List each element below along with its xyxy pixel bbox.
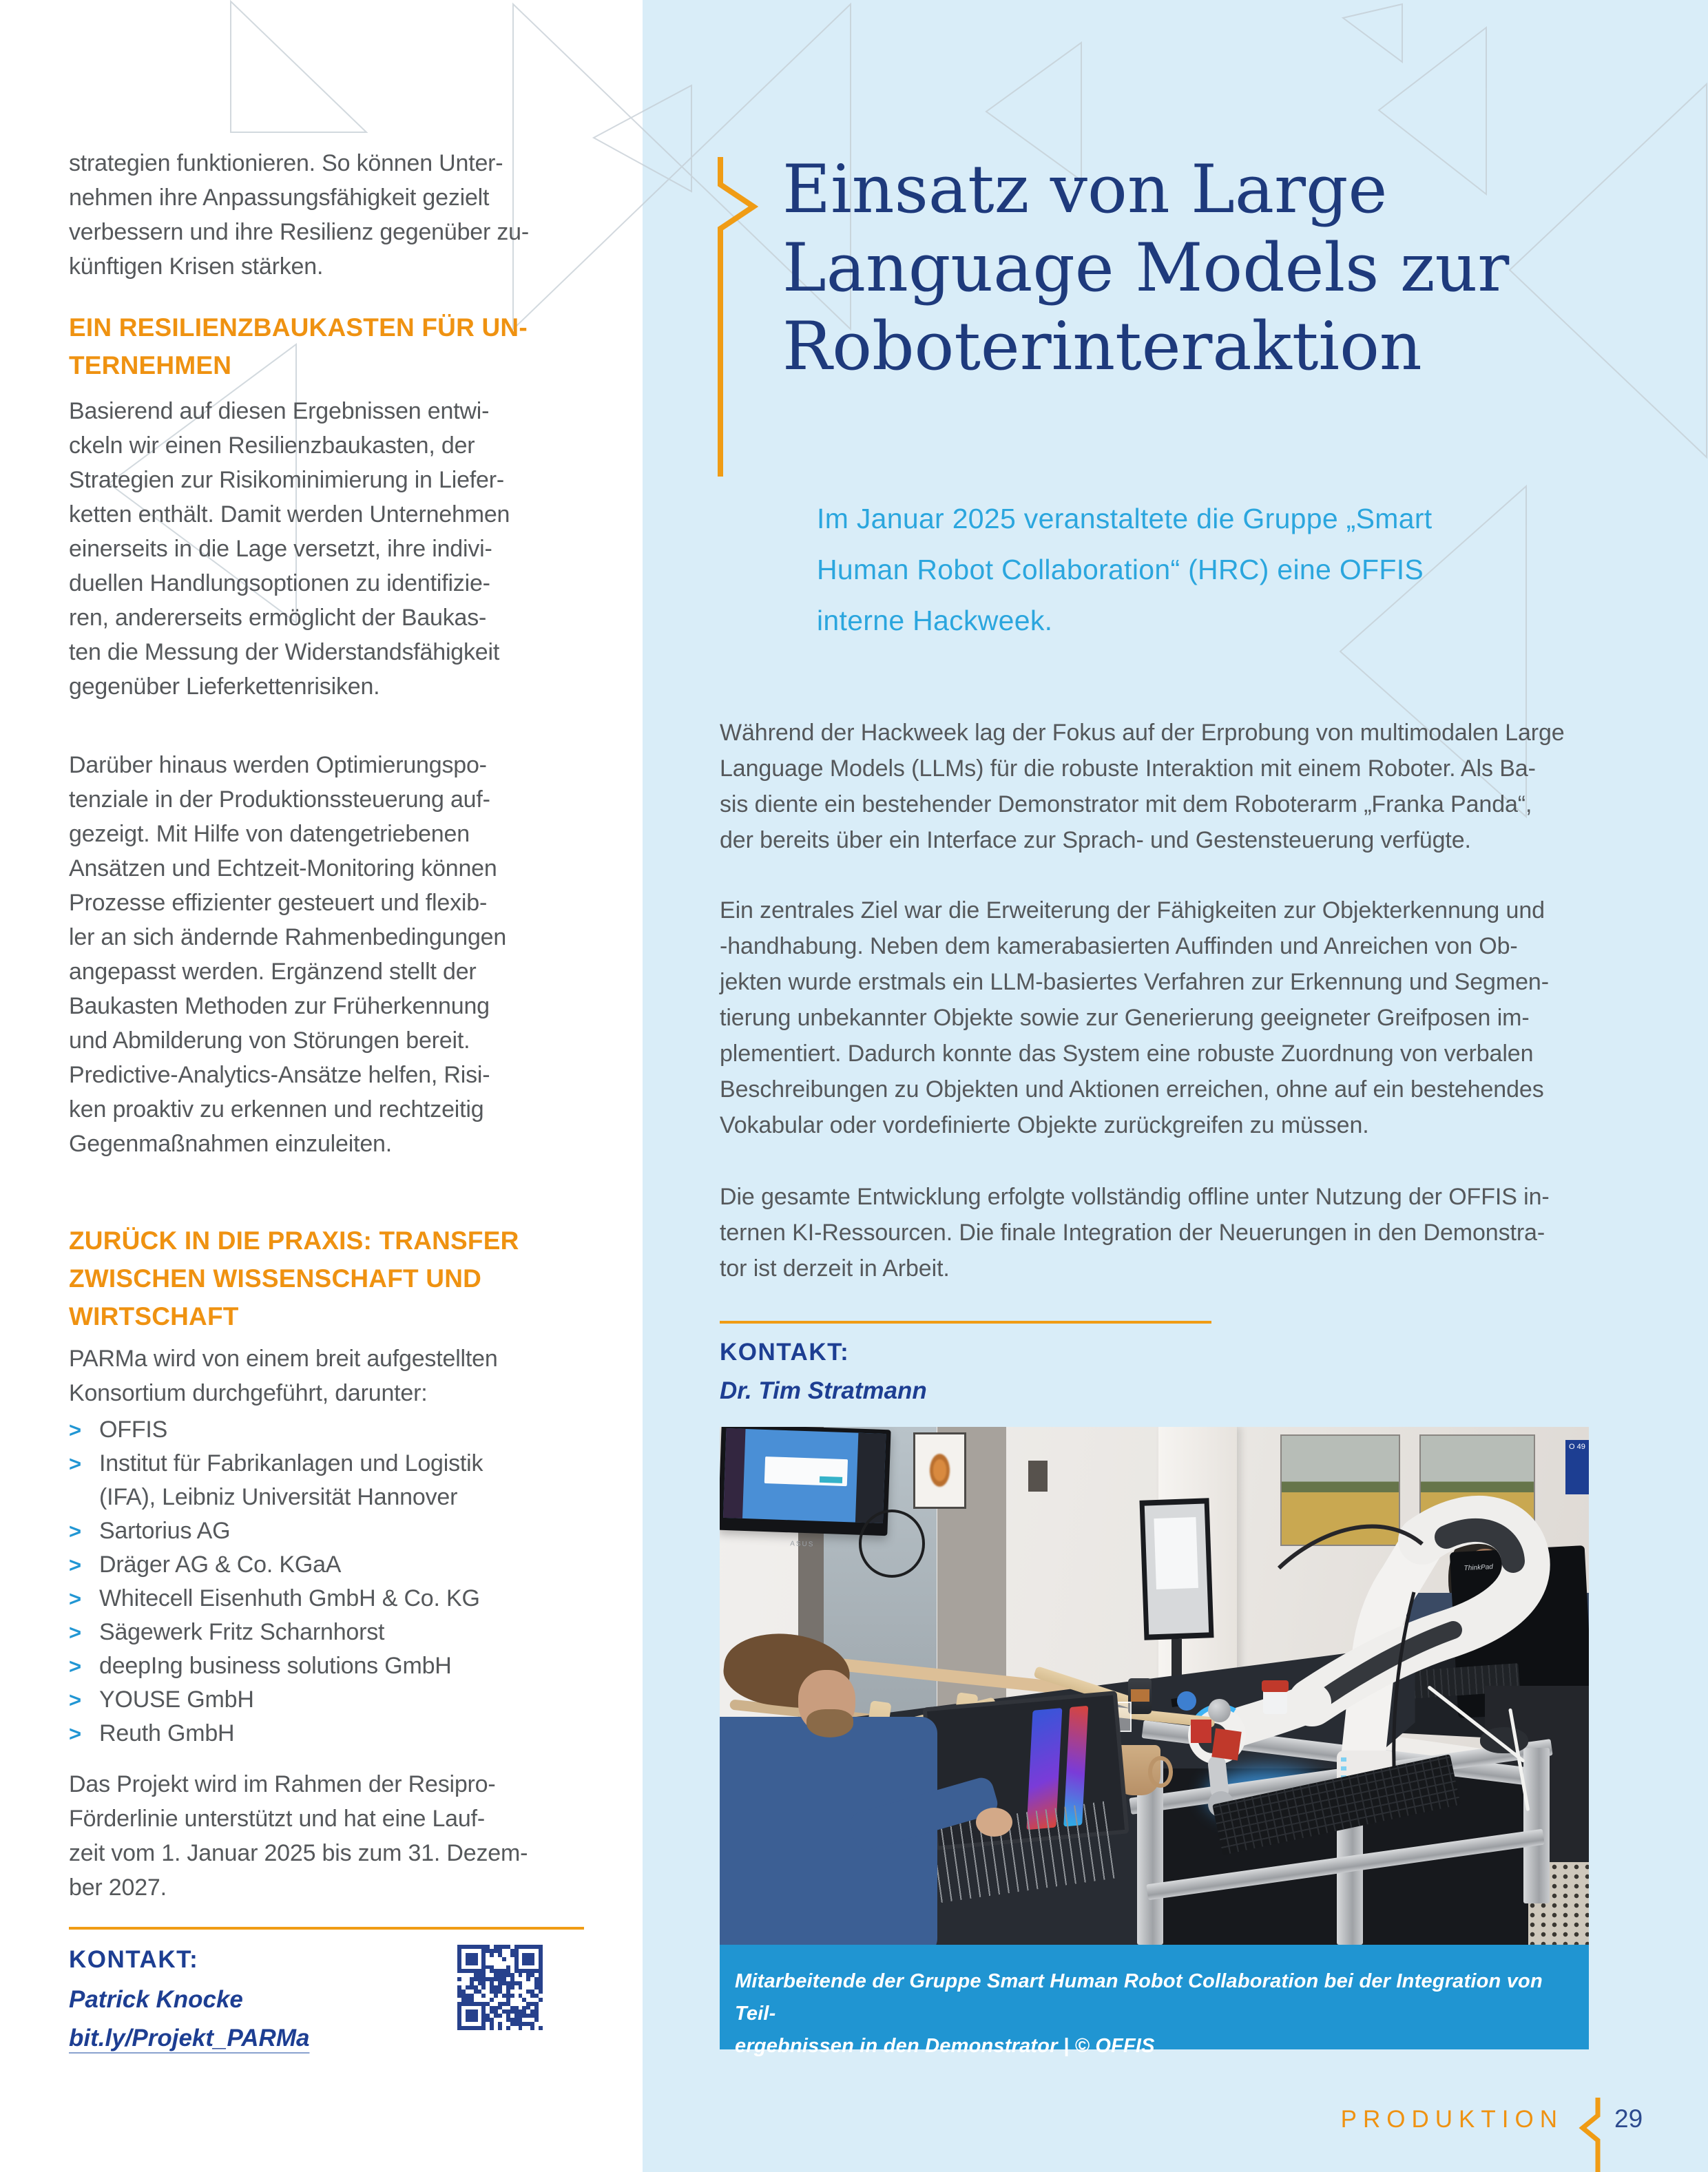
paragraph-baukasten: Basierend auf diesen Ergebnissen entwi- ckeln wir einen Resilienzbaukasten, der Strategien zur Risikominimierung in Liefer- ketten enthält. Damit werden Unternehmen einerseits in die Lage versetzt, ihre indivi- duellen Handlungsoptionen zu identifizie- ren, andererseits ermöglicht der Baukas- ten die Messung der Widerstandsfähigkeit gegenüber Lieferkettenrisiken. (69, 398, 510, 700)
contact-name: Dr. Tim Stratmann (720, 1377, 927, 1404)
list-item: > Whitecell Eisenhuth GmbH & Co. KG (69, 1582, 647, 1616)
contact-link[interactable]: bit.ly/Projekt_PARMa (69, 2025, 310, 2051)
heading-resilienzbaukasten: EIN RESILIENZBAUKASTEN FÜR UN- TERNEHMEN (69, 313, 528, 379)
page-number: 29 (1614, 2105, 1643, 2133)
list-item: > Sartorius AG (69, 1514, 647, 1548)
list-item: > YOUSE GmbH (69, 1683, 647, 1717)
paragraph-ziel: Ein zentrales Ziel war die Erweiterung der Fähigkeiten zur Objekterkennung und -handhabung. Neben dem kamerabasierten Auffinden und Anreichen von Ob- jekten wurde erstmals ein LLM-basiertes Verfahren zur Erkennung und Segmen- tierung unbekannter Objekte sowie zur Generierung geeigneter Greifposen im- plementiert. Dadurch konnte das System eine robuste Zuordnung von verbalen Beschreibungen zu Objekten und Aktionen erreichen, ohne auf ein bestehendes Vokabular oder vordefinierte Objekte zurückgreifen zu müssen. (720, 897, 1549, 1138)
photo-caption: Mitarbeitende der Gruppe Smart Human Robot Collaboration bei der Integration von Teil- ergebnissen in den Demonstrator | © OFFIS (720, 1945, 1589, 2049)
chevron-bullet-icon: > (69, 1587, 82, 1611)
chevron-bullet-icon: > (69, 1654, 82, 1678)
list-item: > Reuth GmbH (69, 1717, 647, 1751)
list-item: > Sägewerk Fritz Scharnhorst (69, 1616, 647, 1649)
list-item: > OFFIS (69, 1413, 647, 1447)
chevron-bullet-icon: > (69, 1519, 82, 1543)
chevron-bullet-icon: > (69, 1688, 82, 1712)
metal-sphere (1208, 1699, 1231, 1723)
contact-name: Patrick Knocke (69, 1986, 243, 2013)
footer-section-label: PRODUKTION (1340, 2106, 1563, 2133)
chevron-bullet-icon: > (69, 1620, 82, 1644)
paragraph-laufzeit: Das Projekt wird im Rahmen der Resipro- Förderlinie unterstützt und hat eine Lauf- zeit vom 1. Januar 2025 bis zum 31. Dezem- ber 2027. (69, 1771, 528, 1901)
developer-hand (976, 1808, 1012, 1837)
title-chevron-mark (716, 157, 764, 477)
footer-chevron-mark (1579, 2098, 1606, 2172)
heading-transfer-praxis: ZURÜCK IN DIE PRAXIS: TRANSFER ZWISCHEN WISSENSCHAFT UND WIRTSCHAFT (69, 1226, 519, 1330)
contact-label: KONTAKT: (720, 1339, 850, 1366)
paragraph-konsortium: PARMa wird von einem breit aufgestellten Konsortium durchgeführt, darunter: (69, 1346, 498, 1406)
paragraph-hackweek: Während der Hackweek lag der Fokus auf der Erprobung von multimodalen Large Language Models (LLMs) für die robuste Interaktion mit einem Roboter. Als Ba- sis diente ein bestehender Demonstrator mit dem Roboterarm „Franka Panda“, der bereits über ein Interface zur Sprach- und Gestensteuerung verfügte. (720, 720, 1565, 853)
list-item: > Institut für Fabrikanlagen und Logistik (IFA), Leibniz Universität Hannover (69, 1447, 647, 1514)
paragraph-entwicklung: Die gesamte Entwicklung erfolgte vollständig offline unter Nutzung der OFFIS in- ternen KI-Ressourcen. Die finale Integration der Neuerungen in den Demonstra- tor ist derzeit in Arbeit. (720, 1184, 1550, 1282)
article-photo (720, 1427, 1589, 1945)
list-item: > Dräger AG & Co. KGaA (69, 1548, 647, 1582)
chevron-bullet-icon: > (69, 1452, 82, 1476)
contact-label: KONTAKT: (69, 1946, 199, 1973)
article-title: Einsatz von Large Language Models zur Roboterinteraktion (782, 151, 1510, 385)
article-lead: Im Januar 2025 veranstaltete die Gruppe „Smart Human Robot Collaboration“ (HRC) eine OFFIS interne Hackweek. (817, 503, 1433, 636)
thinkpad-laptop: ThinkPad (1450, 1545, 1589, 1718)
blue-ball (1177, 1691, 1196, 1711)
jar-with-red-lid (1263, 1680, 1287, 1713)
orange-divider (69, 1927, 584, 1930)
red-block (1191, 1720, 1211, 1744)
room-sign: O 49 (1565, 1440, 1589, 1494)
chevron-bullet-icon: > (69, 1722, 82, 1746)
paragraph-resilience-intro: strategien funktionieren. So können Unter- nehmen ihre Anpassungsfähigkeit gezielt verbessern und ihre Resilienz gegenüber zu- künftigen Krisen stärken. (69, 150, 530, 280)
paragraph-optimierung: Darüber hinaus werden Optimierungspo- tenziale in der Produktionssteuerung auf- gezeigt. Mit Hilfe von datengetriebenen Ansätzen und Echtzeit-Monitoring können Prozesse effizienter gesteuert und flexib- ler an sich ändernde Rahmenbedingungen angepasst werden. Ergänzend stellt der Baukasten Methoden zur Früherkennung und Abmilderung von Störungen bereit. Predictive-Analytics-Ansätze helfen, Risi- ken proaktiv zu erkennen und rechtzeitig Gegenmaßnahmen einzuleiten. (69, 752, 507, 1157)
orange-divider (720, 1321, 1211, 1324)
qr-code (457, 1945, 543, 2030)
monitor-brand-label: ASUS (789, 1540, 815, 1549)
consortium-list (69, 1413, 647, 1751)
red-block (1211, 1728, 1241, 1760)
chevron-bullet-icon: > (69, 1418, 82, 1442)
chevron-bullet-icon: > (69, 1553, 82, 1577)
list-item: > deepIng business solutions GmbH (69, 1649, 647, 1683)
